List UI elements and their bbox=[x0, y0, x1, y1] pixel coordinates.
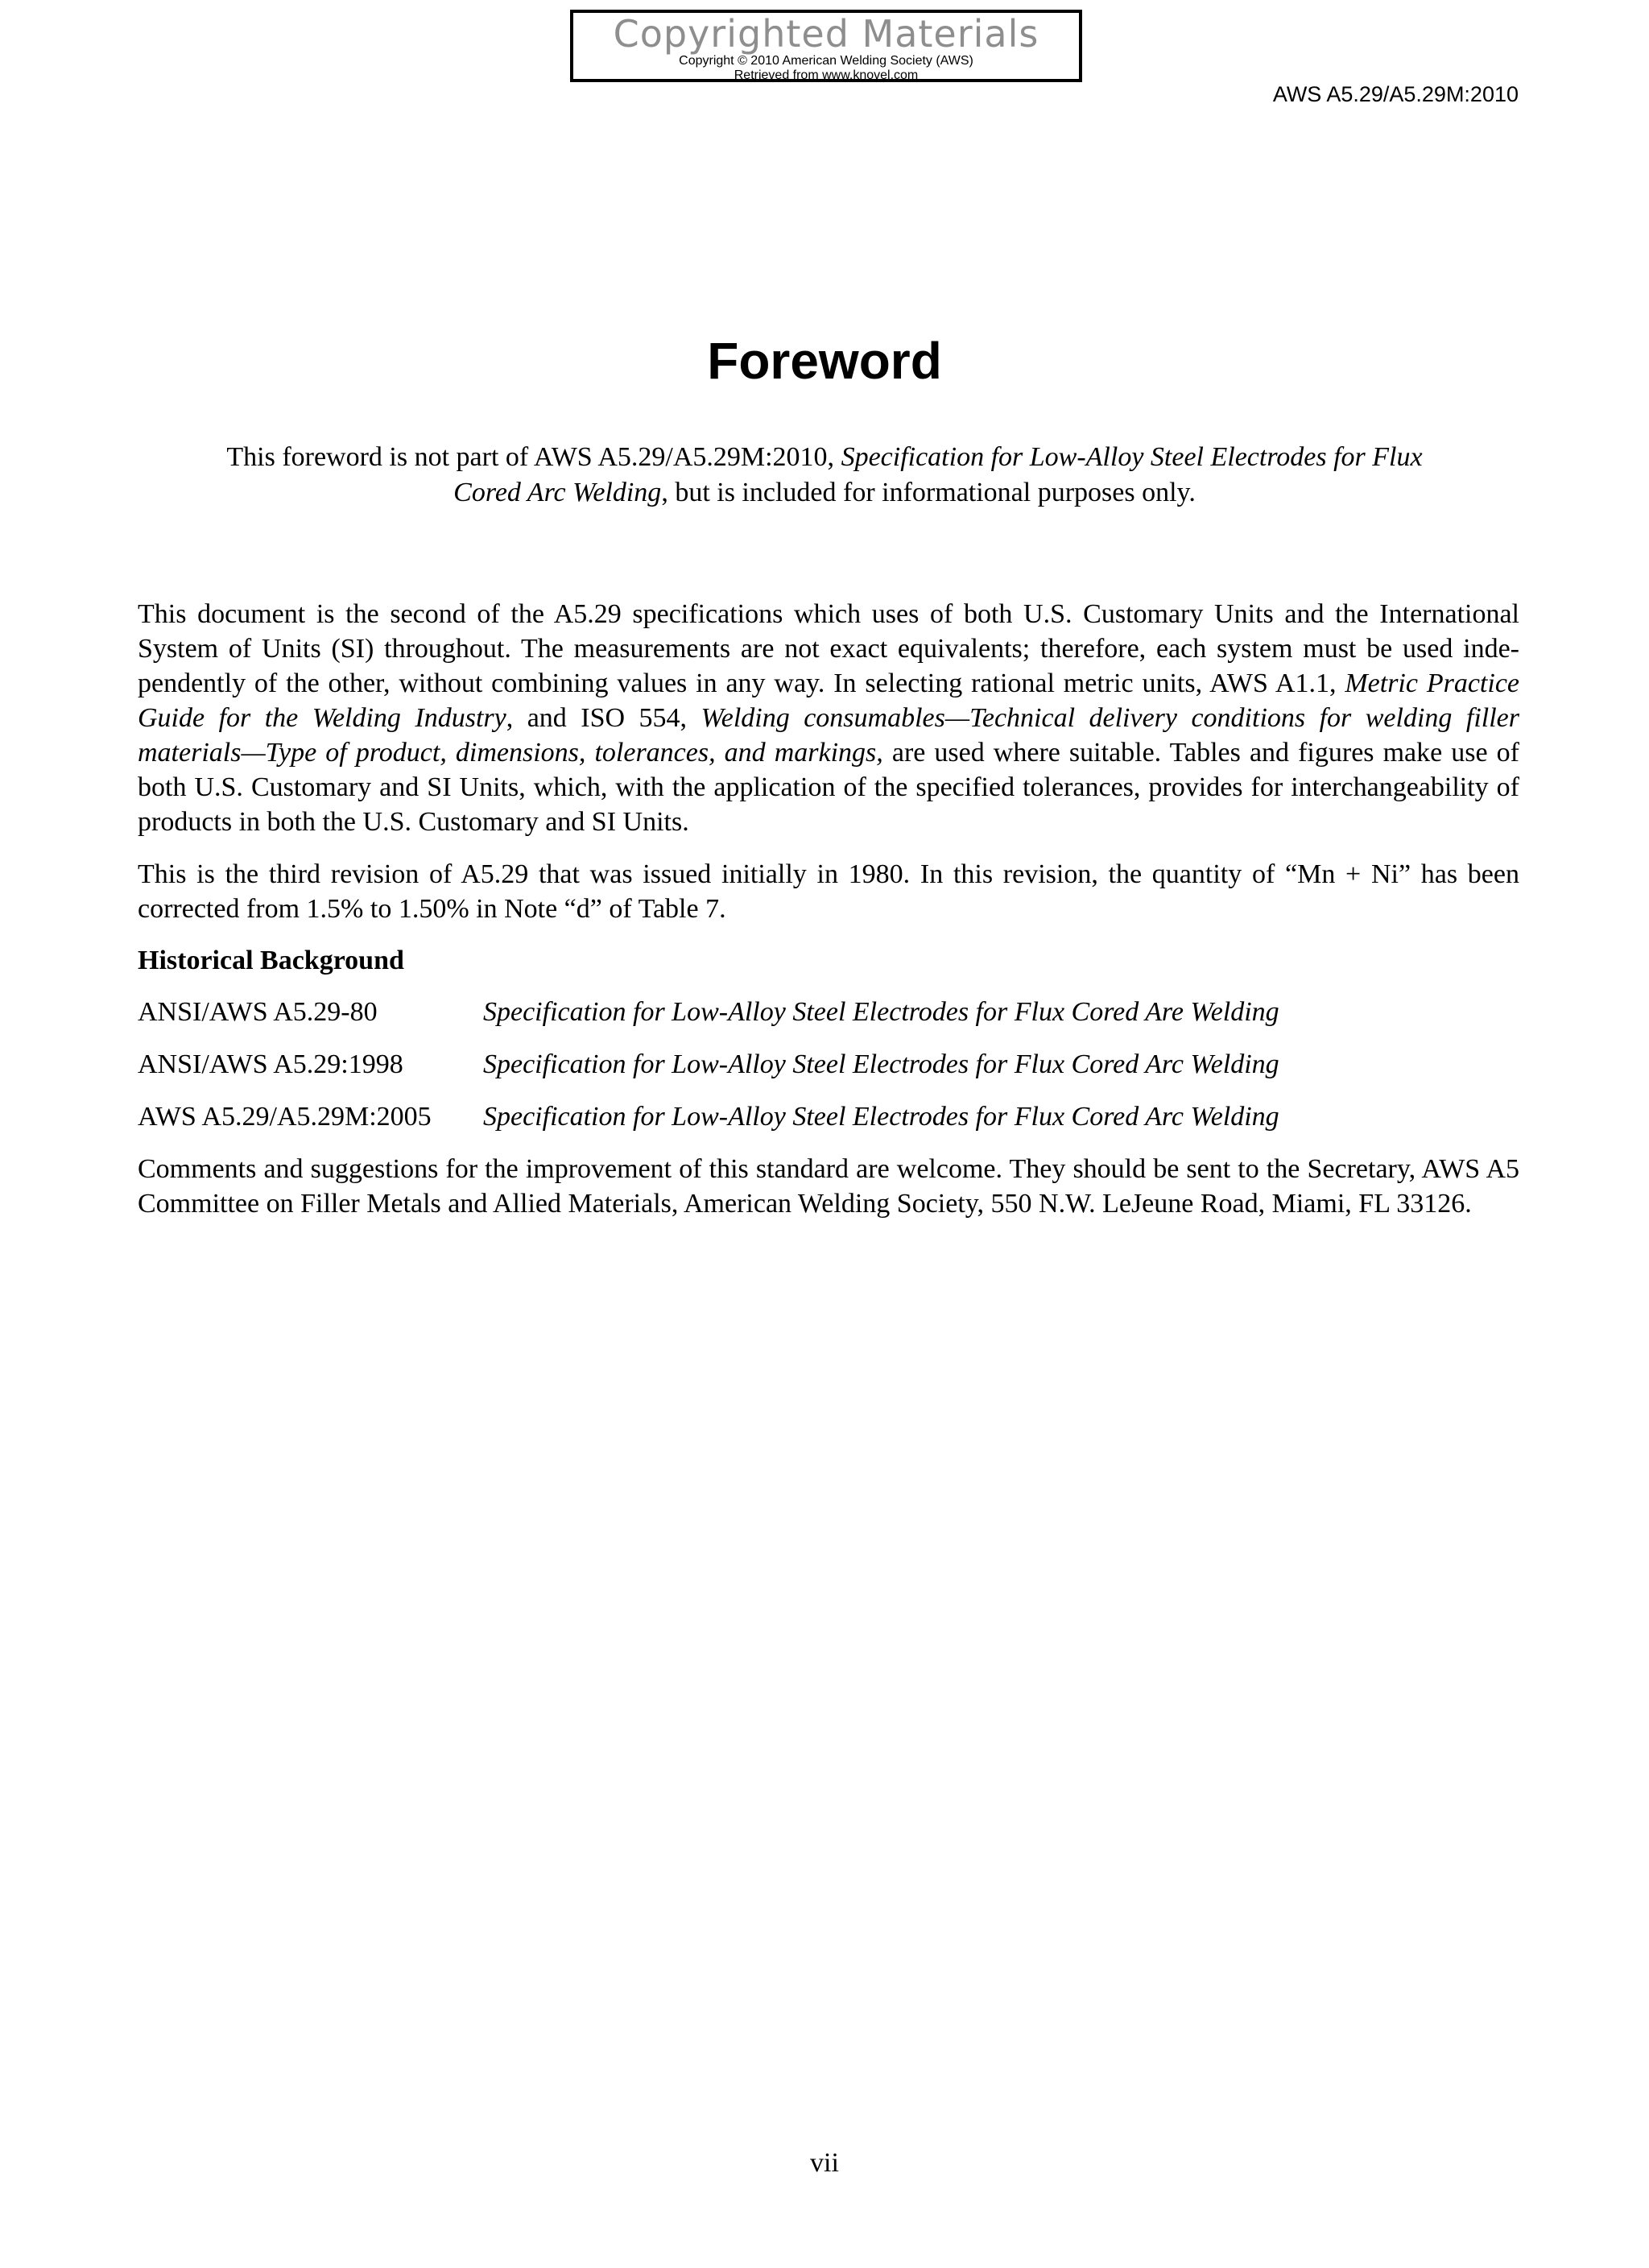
history-title: Specification for Low-Alloy Steel Electrodes for Flux Cored Arc Welding bbox=[483, 1102, 1279, 1132]
paragraph-units-text-2: , and ISO 554, bbox=[506, 703, 701, 733]
history-title: Specification for Low-Alloy Steel Electrodes for Flux Cored Arc Welding bbox=[483, 1049, 1279, 1079]
page-title: Foreword bbox=[707, 332, 942, 390]
copyright-notice: Copyright © 2010 American Welding Society (AWS) bbox=[679, 54, 973, 68]
historical-background-heading: Historical Background bbox=[138, 946, 404, 975]
paragraph-units-text-3: are used where suitable. Tables and figures make use of both U.S. Customary and SI Units, which, with the application of the specified tolerances, provides for interchangeability of products in both the U.S. Customary and SI Units. bbox=[138, 738, 1519, 837]
copyright-title: Copyrighted Materials bbox=[613, 12, 1039, 56]
paragraph-comments: Comments and suggestions for the improvement of this standard are welcome. They should be sent to the Secretary, AWS A5 Committee on Filler Metals and Allied Materials, American Welding Society, 550 N.W. LeJeune Road, Miami, FL 33126. bbox=[138, 1154, 1519, 1219]
intro-text-1: This foreword is not part of AWS A5.29/A5.29M:2010, bbox=[226, 442, 841, 472]
page-number: vii bbox=[810, 2148, 839, 2178]
paragraph-units-text-1: This document is the second of the A5.29 specifications which uses of both U.S. Customary Units and the International System of Units (SI) throughout. The measurements are not exact equivalents; therefore, each system must be used independently of the other, without combining values in any way. In selecting rational metric units, AWS A1.1, bbox=[138, 599, 1519, 698]
metric-guide-title: Metric Practice Guide for the Welding Industry bbox=[138, 668, 1519, 733]
paragraph-revision: This is the third revision of A5.29 that was issued initially in 1980. In this revision, the quantity of “Mn + Ni” has been corrected from 1.5% to 1.50% in Note “d” of Table 7. bbox=[138, 859, 1519, 924]
history-code: AWS A5.29/A5.29M:2005 bbox=[138, 1102, 432, 1132]
intro-spec-title: Specification for Low-Alloy Steel Electrodes for Flux Cored Arc Welding bbox=[453, 442, 1423, 507]
intro-text-2: , but is included for informational purposes only. bbox=[661, 478, 1196, 507]
copyright-stamp bbox=[570, 10, 1082, 82]
history-title: Specification for Low-Alloy Steel Electrodes for Flux Cored Are Welding bbox=[483, 997, 1279, 1027]
history-code: ANSI/AWS A5.29:1998 bbox=[138, 1049, 403, 1079]
history-code: ANSI/AWS A5.29-80 bbox=[138, 997, 378, 1027]
running-header-doc-id: AWS A5.29/A5.29M:2010 bbox=[1272, 82, 1519, 106]
iso-554-title: Welding consumables—Technical delivery conditions for welding filler materials—Type of product, dimensions, tolerances, and markings, bbox=[138, 703, 1520, 768]
retrieval-source: Retrieved from www.knovel.com bbox=[734, 68, 919, 82]
foreword-intro bbox=[225, 440, 1424, 511]
paragraph-units bbox=[138, 597, 1519, 839]
